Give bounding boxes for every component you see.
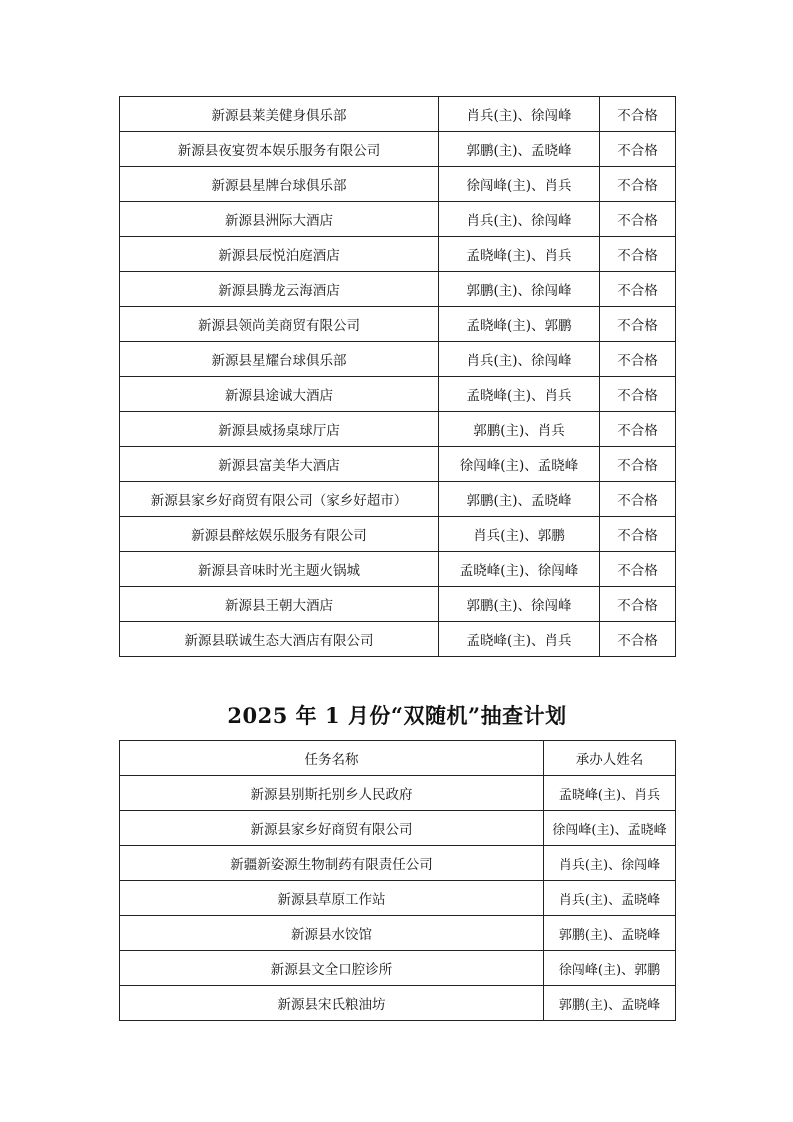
staff-cell: 孟晓峰(主)、徐闯峰 xyxy=(439,552,600,587)
entity-name-cell: 新源县威扬桌球厅店 xyxy=(120,412,439,447)
task-name-cell: 新源县家乡好商贸有限公司 xyxy=(120,811,544,846)
staff-cell: 郭鹏(主)、肖兵 xyxy=(439,412,600,447)
entity-name-cell: 新源县腾龙云海酒店 xyxy=(120,272,439,307)
staff-cell: 郭鹏(主)、孟晓峰 xyxy=(544,916,676,951)
table-row xyxy=(120,587,676,622)
result-cell: 不合格 xyxy=(600,622,676,657)
table-row xyxy=(120,916,676,951)
task-name-cell: 新源县别斯托别乡人民政府 xyxy=(120,776,544,811)
staff-cell: 孟晓峰(主)、肖兵 xyxy=(439,377,600,412)
result-cell: 不合格 xyxy=(600,447,676,482)
result-cell: 不合格 xyxy=(600,97,676,132)
entity-name-cell: 新源县星牌台球俱乐部 xyxy=(120,167,439,202)
entity-name-cell: 新源县洲际大酒店 xyxy=(120,202,439,237)
staff-cell: 孟晓峰(主)、肖兵 xyxy=(439,237,600,272)
table-row xyxy=(120,776,676,811)
table-row xyxy=(120,447,676,482)
result-cell: 不合格 xyxy=(600,482,676,517)
section-title: 2025 年 1 月份“双随机”抽查计划 xyxy=(227,703,567,728)
table-row xyxy=(120,517,676,552)
table-header-row xyxy=(120,741,676,776)
table-row xyxy=(120,132,676,167)
staff-name-header: 承办人姓名 xyxy=(544,741,676,776)
table-row xyxy=(120,202,676,237)
staff-cell: 孟晓峰(主)、肖兵 xyxy=(439,622,600,657)
staff-cell: 徐闯峰(主)、肖兵 xyxy=(439,167,600,202)
table-row xyxy=(120,552,676,587)
result-cell: 不合格 xyxy=(600,342,676,377)
entity-name-cell: 新源县领尚美商贸有限公司 xyxy=(120,307,439,342)
table-row xyxy=(120,342,676,377)
staff-cell: 肖兵(主)、徐闯峰 xyxy=(439,202,600,237)
staff-cell: 肖兵(主)、徐闯峰 xyxy=(439,342,600,377)
entity-name-cell: 新源县联诚生态大酒店有限公司 xyxy=(120,622,439,657)
table-row xyxy=(120,272,676,307)
entity-name-cell: 新源县家乡好商贸有限公司（家乡好超市） xyxy=(120,482,439,517)
result-cell: 不合格 xyxy=(600,412,676,447)
staff-cell: 肖兵(主)、徐闯峰 xyxy=(544,846,676,881)
table-row xyxy=(120,237,676,272)
staff-cell: 孟晓峰(主)、郭鹏 xyxy=(439,307,600,342)
staff-cell: 徐闯峰(主)、孟晓峰 xyxy=(439,447,600,482)
inspection-results-body xyxy=(120,97,676,657)
staff-cell: 郭鹏(主)、徐闯峰 xyxy=(439,272,600,307)
table-row xyxy=(120,307,676,342)
task-name-cell: 新源县水饺馆 xyxy=(120,916,544,951)
entity-name-cell: 新源县富美华大酒店 xyxy=(120,447,439,482)
staff-cell: 郭鹏(主)、孟晓峰 xyxy=(439,132,600,167)
result-cell: 不合格 xyxy=(600,237,676,272)
task-name-cell: 新源县草原工作站 xyxy=(120,881,544,916)
result-cell: 不合格 xyxy=(600,272,676,307)
entity-name-cell: 新源县醉炫娱乐服务有限公司 xyxy=(120,517,439,552)
staff-cell: 孟晓峰(主)、肖兵 xyxy=(544,776,676,811)
result-cell: 不合格 xyxy=(600,377,676,412)
staff-cell: 郭鹏(主)、孟晓峰 xyxy=(544,986,676,1021)
table-row xyxy=(120,622,676,657)
entity-name-cell: 新源县莱美健身俱乐部 xyxy=(120,97,439,132)
task-name-cell: 新源县宋氏粮油坊 xyxy=(120,986,544,1021)
entity-name-cell: 新源县星耀台球俱乐部 xyxy=(120,342,439,377)
table-row xyxy=(120,986,676,1021)
entity-name-cell: 新源县王朝大酒店 xyxy=(120,587,439,622)
entity-name-cell: 新源县辰悦泊庭酒店 xyxy=(120,237,439,272)
table-row xyxy=(120,846,676,881)
result-cell: 不合格 xyxy=(600,202,676,237)
staff-cell: 徐闯峰(主)、郭鹏 xyxy=(544,951,676,986)
entity-name-cell: 新源县音味时光主题火锅城 xyxy=(120,552,439,587)
result-cell: 不合格 xyxy=(600,517,676,552)
inspection-results-table xyxy=(119,96,676,657)
result-cell: 不合格 xyxy=(600,552,676,587)
task-name-header: 任务名称 xyxy=(120,741,544,776)
staff-cell: 肖兵(主)、郭鹏 xyxy=(439,517,600,552)
result-cell: 不合格 xyxy=(600,587,676,622)
staff-cell: 郭鹏(主)、徐闯峰 xyxy=(439,587,600,622)
staff-cell: 肖兵(主)、孟晓峰 xyxy=(544,881,676,916)
entity-name-cell: 新源县途诚大酒店 xyxy=(120,377,439,412)
entity-name-cell: 新源县夜宴贺本娱乐服务有限公司 xyxy=(120,132,439,167)
table-row xyxy=(120,167,676,202)
table-row xyxy=(120,811,676,846)
staff-cell: 肖兵(主)、徐闯峰 xyxy=(439,97,600,132)
staff-cell: 徐闯峰(主)、孟晓峰 xyxy=(544,811,676,846)
table-row xyxy=(120,482,676,517)
table-row xyxy=(120,881,676,916)
table-row xyxy=(120,97,676,132)
result-cell: 不合格 xyxy=(600,132,676,167)
task-name-cell: 新源县文全口腔诊所 xyxy=(120,951,544,986)
table-row xyxy=(120,951,676,986)
task-name-cell: 新疆新姿源生物制药有限责任公司 xyxy=(120,846,544,881)
table-row xyxy=(120,412,676,447)
staff-cell: 郭鹏(主)、孟晓峰 xyxy=(439,482,600,517)
result-cell: 不合格 xyxy=(600,307,676,342)
table-row xyxy=(120,377,676,412)
spot-check-plan-table xyxy=(119,740,676,1021)
result-cell: 不合格 xyxy=(600,167,676,202)
